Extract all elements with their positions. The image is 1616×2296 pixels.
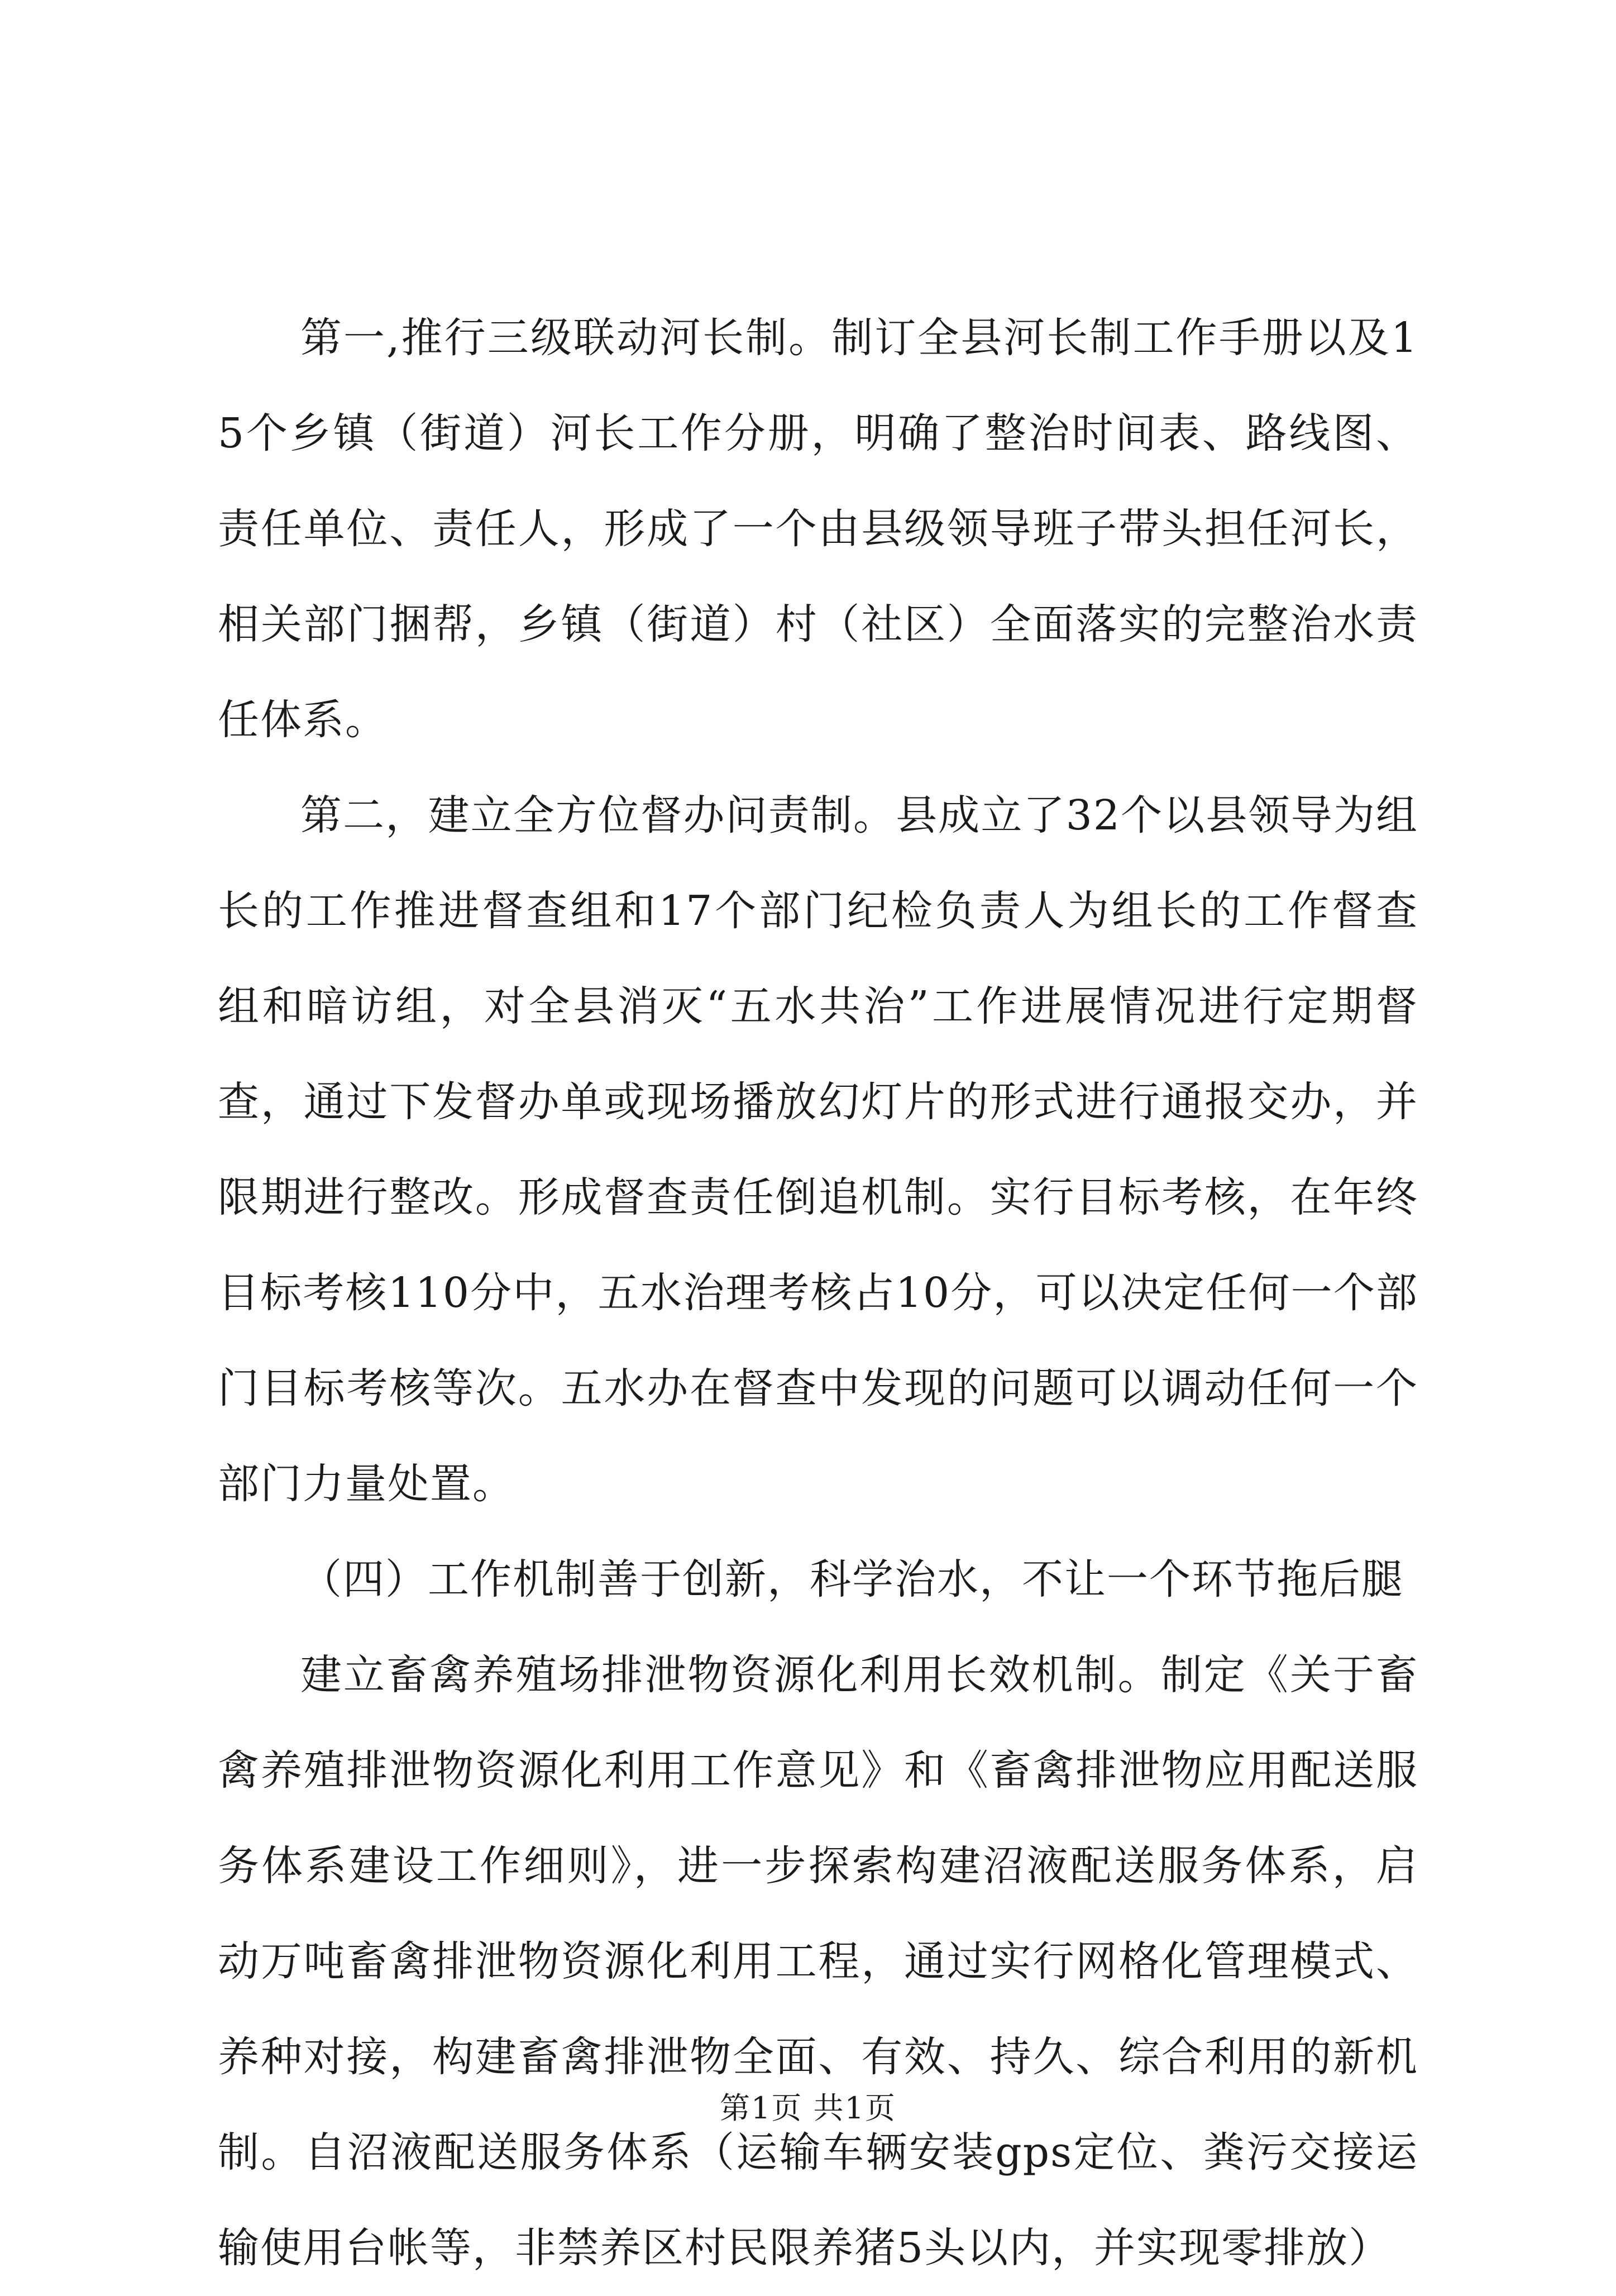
paragraph-supervision-accountability: 第二，建立全方位督办问责制。县成立了32个以县领导为组长的工作推进督查组和17个部门纪检负责人为组长的工作督查组和暗访组，对全县消灭“五水共治”工作进展情况进行定期督查，通过下发督办单或现场播放幻灯片的形式进行通报交办，并限期进行整改。形成督查责任倒追机制。实行目标考核，在年终目标考核110分中，五水治理考核占10分，可以决定任何一个部门目标考核等次。五水办在督查中发现的问题可以调动任何一个部门力量处置。 [218, 791, 1418, 1508]
paragraph-river-chief-system: 第一,推行三级联动河长制。制订全县河长制工作手册以及15个乡镇（街道）河长工作分册，明确了整治时间表、路线图、责任单位、责任人，形成了一个由县级领导班子带头担任河长，相关部门捆帮，乡镇（街道）村（社区）全面落实的完整治水责任体系。 [218, 314, 1418, 744]
paragraph-livestock-waste-mechanism: 建立畜禽养殖场排泄物资源化利用长效机制。制定《关于畜禽养殖排泄物资源化利用工作意见》和《畜禽排泄物应用配送服务体系建设工作细则》，进一步探索构建沼液配送服务体系，启动万吨畜禽排泄物资源化利用工程，通过实行网格化管理模式、养种对接，构建畜禽排泄物全面、有效、持久、综合利用的新机制。自沼液配送服务体系（运输车辆安装gps定位、粪污交接运输使用台帐等，非禁养区村民限养猪5头以内，并实现零排放） [218, 1651, 1418, 2272]
page-footer: 第1页 共1页 [720, 2090, 896, 2126]
document-body [218, 290, 1418, 2296]
section-heading-work-mechanism: （四）工作机制善于创新，科学治水，不让一个环节拖后腿 [300, 1555, 1404, 1603]
